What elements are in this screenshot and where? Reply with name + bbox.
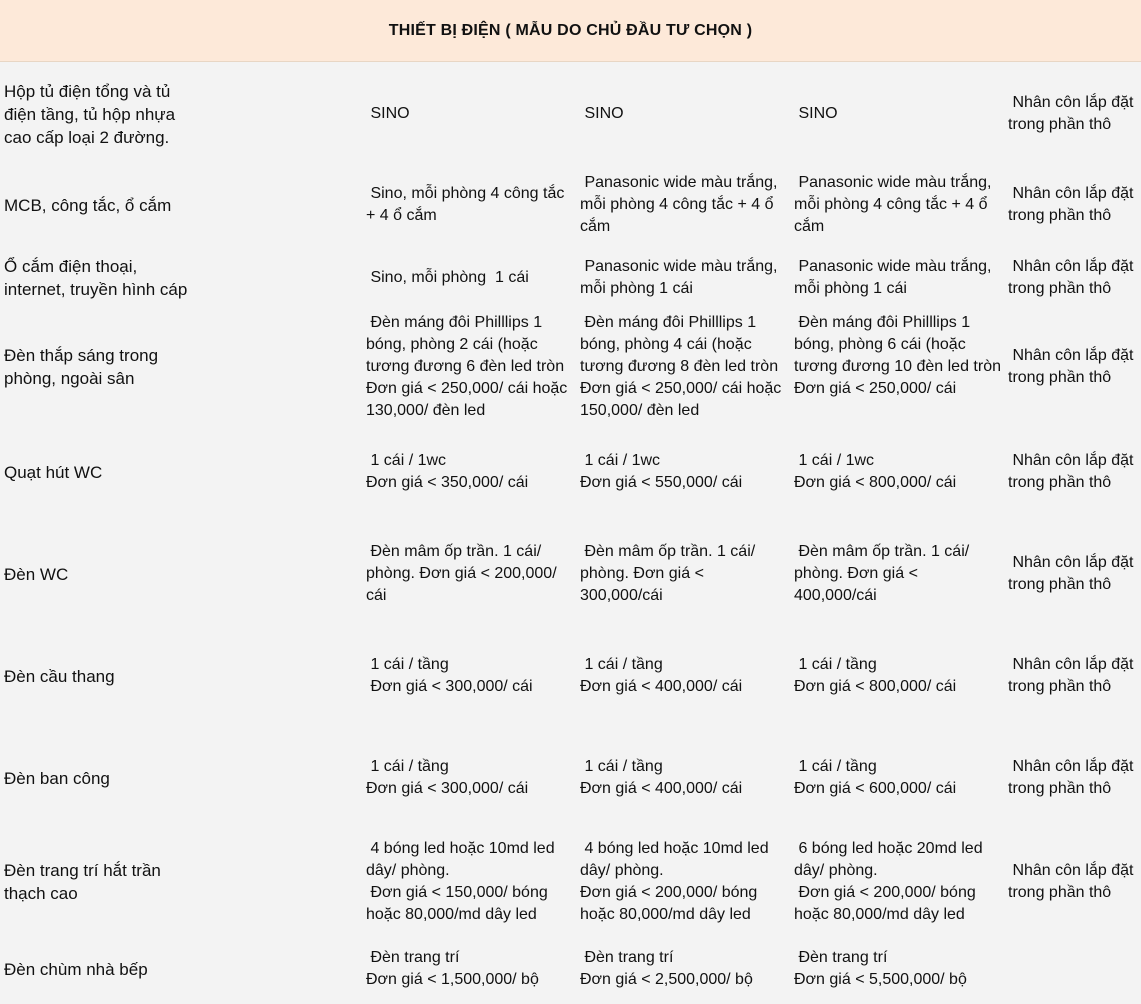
option-1-cell[interactable]: SINO <box>366 105 410 122</box>
option-2-cell[interactable]: Panasonic wide màu trắng, mỗi phòng 4 công tắc + 4 ổ cắm <box>580 174 782 235</box>
item-cell[interactable]: Ổ cắm điện thoại, internet, truyền hình cáp <box>4 256 188 299</box>
option-1-cell[interactable]: Sino, mỗi phòng 1 cái <box>366 268 529 286</box>
option-1-cell[interactable]: Sino, mỗi phòng 4 công tắc + 4 ổ cắm <box>366 185 569 224</box>
note-cell[interactable] <box>1008 934 1141 1004</box>
table-row <box>0 934 1141 1004</box>
option-3-cell[interactable]: 1 cái / 1wc Đơn giá < 800,000/ cái <box>794 452 957 491</box>
option-2-cell[interactable]: Đèn trang trí Đơn giá < 2,500,000/ bộ <box>580 949 753 988</box>
table-row <box>0 61 1141 167</box>
item-cell[interactable]: Đèn trang trí hắt trần thạch cao <box>4 861 166 903</box>
table-title-text: THIẾT BỊ ĐIỆN ( MẪU DO CHỦ ĐẦU TƯ CHỌN ) <box>388 21 753 39</box>
option-1-cell[interactable]: 1 cái / 1wc Đơn giá < 350,000/ cái <box>366 452 529 491</box>
table-row <box>0 312 1141 422</box>
option-1-cell[interactable]: Đèn trang trí Đơn giá < 1,500,000/ bộ <box>366 949 539 988</box>
item-cell[interactable]: Quạt hút WC <box>4 462 103 482</box>
option-3-cell[interactable]: 1 cái / tầng Đơn giá < 600,000/ cái <box>794 758 957 797</box>
option-1-cell[interactable]: 1 cái / tầng Đơn giá < 300,000/ cái <box>370 656 533 695</box>
option-2-cell[interactable]: Đèn mâm ốp trần. 1 cái/ phòng. Đơn giá < 300,000/cái <box>580 543 760 604</box>
option-1-cell[interactable]: Đèn máng đôi Philllips 1 bóng, phòng 2 cái (hoặc tương đương 6 đèn led tròn Đơn giá < 250,000/ cái hoặc 130,000/ đèn led <box>366 314 568 419</box>
note-cell[interactable]: Nhân côn lắp đặt trong phần thô <box>1008 862 1138 901</box>
option-3-cell[interactable]: Đèn mâm ốp trần. 1 cái/ phòng. Đơn giá < 400,000/cái <box>794 543 974 604</box>
item-cell[interactable]: Đèn cầu thang <box>4 666 115 686</box>
option-2-cell[interactable]: Panasonic wide màu trắng, mỗi phòng 1 cái <box>580 257 782 297</box>
note-cell[interactable]: Nhân côn lắp đặt trong phần thô <box>1008 554 1138 593</box>
option-3-cell[interactable]: Đèn trang trí Đơn giá < 5,500,000/ bộ <box>794 949 967 988</box>
option-2-cell[interactable]: Đèn máng đôi Philllips 1 bóng, phòng 4 cái (hoặc tương đương 8 đèn led tròn Đơn giá < 250,000/ cái hoặc 150,000/ đèn led <box>580 314 782 419</box>
option-3-cell[interactable]: Đèn máng đôi Philllips 1 bóng, phòng 6 cái (hoặc tương đương 10 đèn led tròn Đơn giá < 250,000/ cái <box>794 314 1001 397</box>
option-3-cell[interactable]: Panasonic wide màu trắng, mỗi phòng 4 công tắc + 4 ổ cắm <box>794 174 996 235</box>
note-cell[interactable]: Nhân côn lắp đặt trong phần thô <box>1008 94 1138 133</box>
option-2-cell[interactable]: 1 cái / tầng Đơn giá < 400,000/ cái <box>580 656 743 695</box>
item-cell[interactable]: Đèn chùm nhà bếp <box>4 959 148 979</box>
note-cell[interactable]: Nhân côn lắp đặt trong phần thô <box>1008 257 1138 297</box>
option-1-cell[interactable]: 1 cái / tầng Đơn giá < 300,000/ cái <box>366 758 529 797</box>
table-row <box>0 522 1141 626</box>
item-cell[interactable]: Hộp tủ điện tổng và tủ điện tầng, tủ hộp nhựa cao cấp loại 2 đường. <box>4 81 180 147</box>
note-cell[interactable]: Nhân côn lắp đặt trong phần thô <box>1008 656 1138 695</box>
note-cell[interactable]: Nhân côn lắp đặt trong phần thô <box>1008 347 1138 386</box>
table-row <box>0 830 1141 934</box>
table-row <box>0 726 1141 830</box>
table-title <box>0 0 1141 62</box>
option-2-cell[interactable]: 1 cái / 1wc Đơn giá < 550,000/ cái <box>580 452 743 491</box>
note-cell[interactable]: Nhân côn lắp đặt trong phần thô <box>1008 452 1138 491</box>
option-3-cell[interactable]: SINO <box>794 105 838 122</box>
note-cell[interactable]: Nhân côn lắp đặt trong phần thô <box>1008 758 1138 797</box>
option-2-cell[interactable]: 1 cái / tầng Đơn giá < 400,000/ cái <box>580 758 743 797</box>
table-row <box>0 167 1141 243</box>
item-cell[interactable]: Đèn thắp sáng trong phòng, ngoài sân <box>4 346 163 388</box>
option-3-cell[interactable]: Panasonic wide màu trắng, mỗi phòng 1 cái <box>794 257 996 297</box>
item-cell[interactable]: Đèn ban công <box>4 768 110 788</box>
item-cell[interactable]: Đèn WC <box>4 564 69 584</box>
table-row <box>0 626 1141 726</box>
option-2-cell[interactable]: SINO <box>580 105 624 122</box>
table-row <box>0 243 1141 312</box>
option-3-cell[interactable]: 1 cái / tầng Đơn giá < 800,000/ cái <box>794 656 957 695</box>
table-row <box>0 422 1141 522</box>
option-3-cell[interactable]: 6 bóng led hoặc 20md led dây/ phòng. Đơn giá < 200,000/ bóng hoặc 80,000/md dây led <box>794 840 983 923</box>
option-1-cell[interactable]: 4 bóng led hoặc 10md led dây/ phòng. Đơn giá < 150,000/ bóng hoặc 80,000/md dây led <box>366 840 555 923</box>
item-cell[interactable]: MCB, công tắc, ổ cắm <box>4 195 172 215</box>
option-1-cell[interactable]: Đèn mâm ốp trần. 1 cái/ phòng. Đơn giá < 200,000/ cái <box>366 543 562 604</box>
note-cell[interactable]: Nhân côn lắp đặt trong phần thô <box>1008 185 1138 224</box>
option-2-cell[interactable]: 4 bóng led hoặc 10md led dây/ phòng. Đơn giá < 200,000/ bóng hoặc 80,000/md dây led <box>580 840 769 923</box>
